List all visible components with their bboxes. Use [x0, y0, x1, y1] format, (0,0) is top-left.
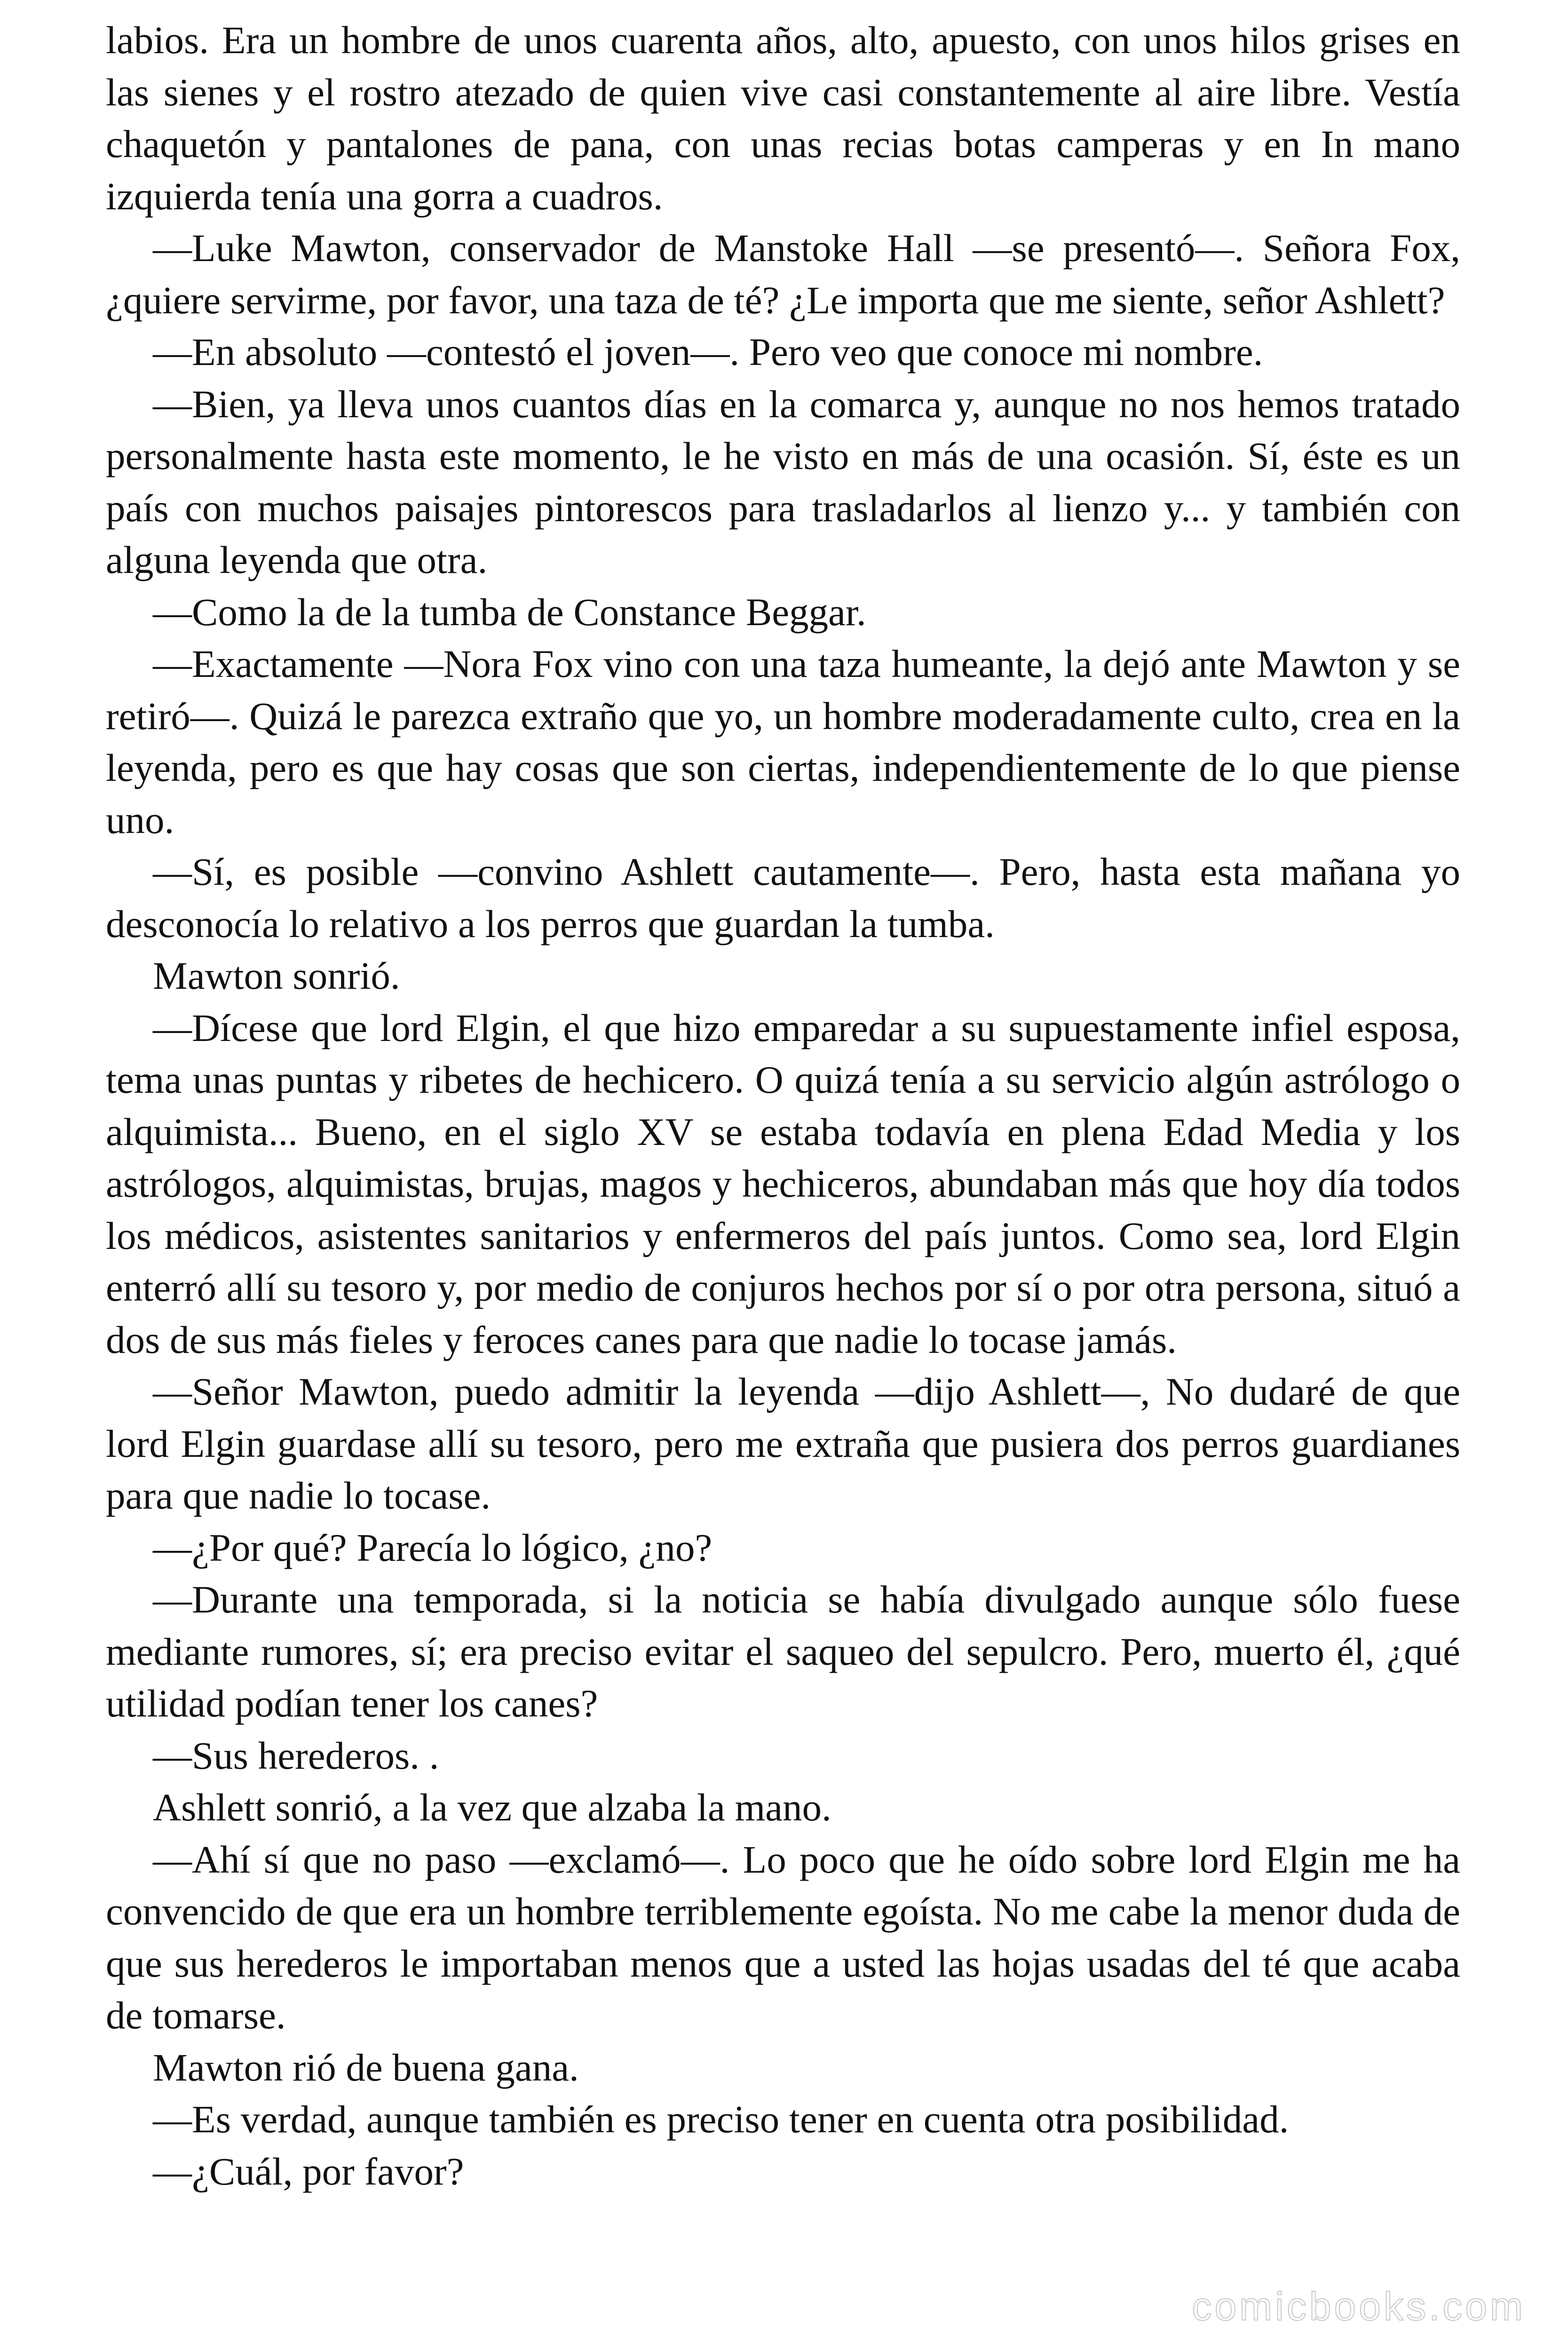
paragraph-15: —Ahí sí que no paso —exclamó—. Lo poco que he oído sobre lord Elgin me ha convencido de que era un hombre terriblemente egoísta. No me cabe la menor duda de que sus herederos le importaban menos que a usted las hojas usadas del té que acaba de tomarse.: [106, 1837, 1460, 2037]
paragraph-8: Mawton sonrió.: [153, 954, 400, 997]
paragraph-7: —Sí, es posible —convino Ashlett cautamente—. Pero, hasta esta mañana yo desconocía lo relativo a los perros que guardan la tumba.: [106, 850, 1460, 946]
paragraph-6: —Exactamente —Nora Fox vino con una taza humeante, la dejó ante Mawton y se retiró—. Quizá le parezca extraño que yo, un hombre moderadamente culto, crea en la leyenda, pero es que hay cosas que son ciertas, independientemente de lo que piense uno.: [106, 642, 1460, 842]
paragraph-12: —Durante una temporada, si la noticia se había divulgado aunque sólo fuese mediante rumores, sí; era preciso evitar el saqueo del sepulcro. Pero, muerto él, ¿qué utilidad podían tener los canes?: [106, 1578, 1460, 1725]
paragraph-10: —Señor Mawton, puedo admitir la leyenda —dijo Ashlett—, No dudaré de que lord Elgin guardase allí su tesoro, pero me extraña que pusiera dos perros guardianes para que nadie lo tocase.: [106, 1370, 1460, 1517]
paragraph-9: —Dícese que lord Elgin, el que hizo emparedar a su supuestamente infiel esposa, tema unas puntas y ribetes de hechicero. O quizá tenía a su servicio algún astrólogo o alquimista... Bueno, en el siglo XV se estaba todavía en plena Edad Media y los astrólogos, alquimistas, brujas, magos y hechiceros, abundaban más que hoy día todos los médicos, asistentes sanitarios y enfermeros del país juntos. Como sea, lord Elgin enterró allí su tesoro y, por medio de conjuros hechos por sí o por otra persona, situó a dos de sus más fieles y feroces canes para que nadie lo tocase jamás.: [106, 1006, 1460, 1361]
paragraph-16: Mawton rió de buena gana.: [153, 2045, 579, 2089]
paragraph-17: —Es verdad, aunque también es preciso tener en cuenta otra posibilidad.: [153, 2098, 1289, 2141]
paragraph-3: —En absoluto —contestó el joven—. Pero veo que conoce mi nombre.: [153, 330, 1263, 373]
paragraph-14: Ashlett sonrió, a la vez que alzaba la mano.: [153, 1786, 832, 1829]
paragraph-2: —Luke Mawton, conservador de Manstoke Hall —se presentó—. Señora Fox, ¿quiere servirme, por favor, una taza de té? ¿Le importa que me siente, señor Ashlett?: [106, 226, 1460, 322]
body-text: [106, 14, 1460, 2197]
watermark: comicbooks.com: [1192, 2284, 1526, 2328]
paragraph-4: —Bien, ya lleva unos cuantos días en la comarca y, aunque no nos hemos tratado personalmente hasta este momento, le he visto en más de una ocasión. Sí, éste es un país con muchos paisajes pintorescos para trasladarlos al lienzo y... y también con alguna leyenda que otra.: [106, 382, 1460, 581]
paragraph-11: —¿Por qué? Parecía lo lógico, ¿no?: [153, 1526, 713, 1569]
paragraph-18: —¿Cuál, por favor?: [153, 2149, 464, 2193]
paragraph-1: labios. Era un hombre de unos cuarenta años, alto, apuesto, con unos hilos grises en las sienes y el rostro atezado de quien vive casi constantemente al aire libre. Vestía chaquetón y pantalones de pana, con unas recias botas camperas y en In mano izquierda tenía una gorra a cuadros.: [106, 18, 1460, 218]
paragraph-5: —Como la de la tumba de Constance Beggar.: [153, 590, 866, 634]
paragraph-13: —Sus herederos. .: [153, 1733, 439, 1777]
